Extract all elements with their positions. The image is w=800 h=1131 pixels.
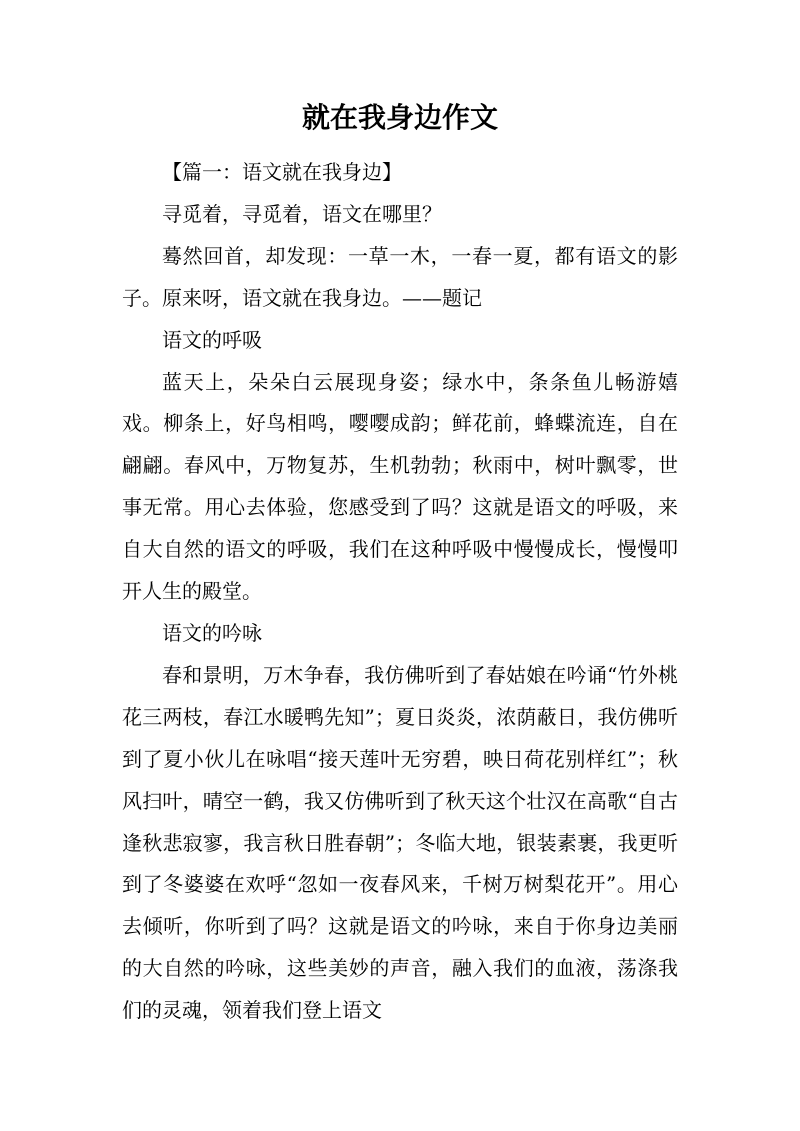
document-title: 就在我身边作文 (301, 101, 498, 134)
section-heading: 【篇一：语文就在我身边】 (162, 160, 402, 184)
subheading: 语文的呼吸 (162, 327, 262, 352)
paragraph: 蓦然回首，却发现：一草一木，一春一夏，都有语文的影子。原来呀，语文就在我身边。——题记 (122, 243, 678, 310)
subheading: 语文的吟咏 (162, 620, 262, 645)
document-body (122, 152, 678, 1032)
paragraph: 蓝天上，朵朵白云展现身姿；绿水中，条条鱼儿畅游嬉戏。柳条上，好鸟相鸣，嘤嘤成韵；鲜花前，蜂蝶流连，自在翩翩。春风中，万物复苏，生机勃勃；秋雨中，树叶飘零，世事无常。用心去体验，您感受到了吗？这就是语文的呼吸，来自大自然的语文的呼吸，我们在这种呼吸中慢慢成长，慢慢叩开人生的殿堂。 (122, 369, 678, 604)
paragraph: 春和景明，万木争春，我仿佛听到了春姑娘在吟诵“竹外桃花三两枝，春江水暖鸭先知”；夏日炎炎，浓荫蔽日，我仿佛听到了夏小伙儿在咏唱“接天莲叶无穷碧，映日荷花别样红”；秋风扫叶，晴空一鹤，我又仿佛听到了秋天这个壮汉在高歌“自古逢秋悲寂寥，我言秋日胜春朝”；冬临大地，银装素裹，我更听到了冬婆婆在欢呼“忽如一夜春风来，千树万树梨花开”。用心去倾听，你听到了吗？这就是语文的吟咏，来自于你身边美丽的大自然的吟咏，这些美妙的声音，融入我们的血液，荡涤我们的灵魂，领着我们登上语文 (122, 662, 678, 1023)
paragraph: 寻觅着，寻觅着，语文在哪里？ (162, 201, 442, 226)
